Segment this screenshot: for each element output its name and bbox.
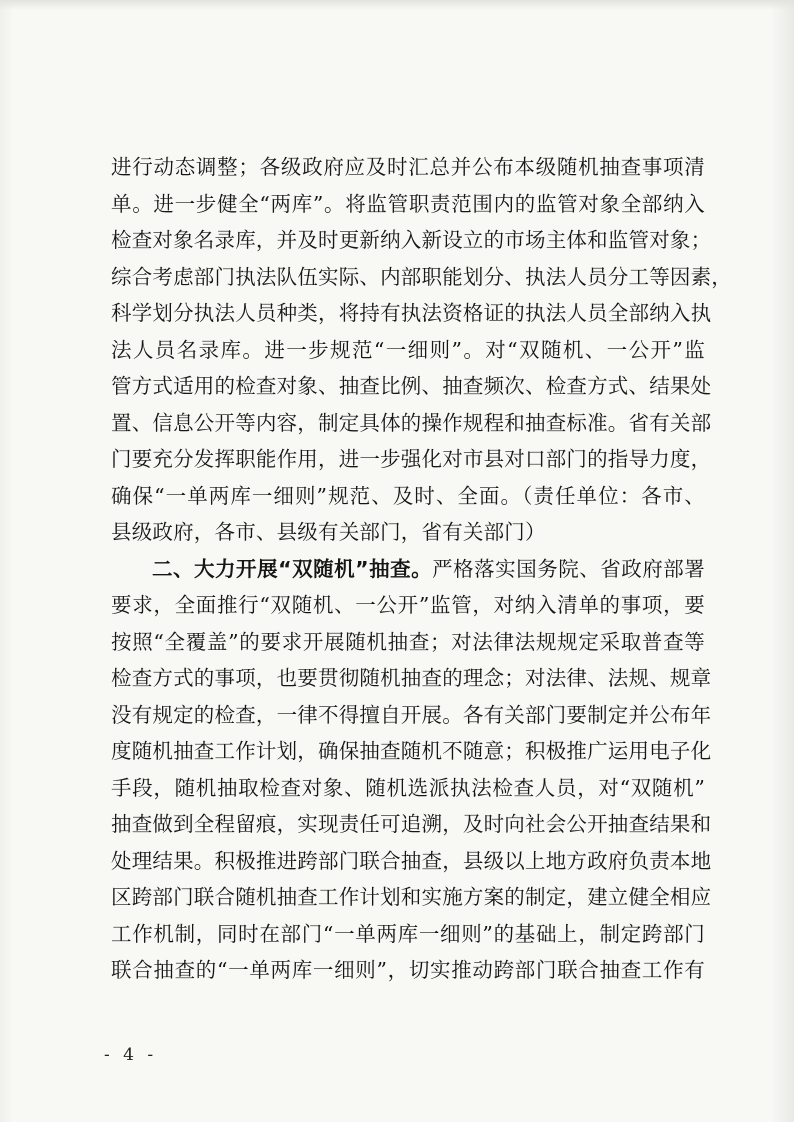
text-line: 处理结果。积极推进跨部门联合抽查，县级以上地方政府负责本地 [111, 848, 712, 873]
text-line: 单。进一步健全“两库”。将监管职责范围内的监管对象全部纳入 [111, 191, 705, 216]
section-heading-rest: 严格落实国务院、省政府部署 [432, 556, 705, 581]
text-line: 法人员名录库。进一步规范“一细则”。对“双随机、一公开”监 [111, 337, 705, 362]
text-line: 确保“一单两库一细则”规范、及时、全面。（责任单位：各市、 [111, 483, 705, 508]
text-line: 手段，随机抽取检查对象、随机选派执法检查人员，对“双随机” [111, 775, 705, 800]
text-line: 没有规定的检查，一律不得擅自开展。各有关部门要制定并公布年 [111, 702, 712, 727]
text-line: 度随机抽查工作计划，确保抽查随机不随意；积极推广运用电子化 [111, 739, 712, 763]
text-line: 县级政府，各市、县级有关部门，省有关部门） [111, 520, 546, 544]
text-line: 科学划分执法人员种类，将持有执法资格证的执法人员全部纳入执 [111, 301, 712, 325]
text-line: 检查对象名录库，并及时更新纳入新设立的市场主体和监管对象； [111, 228, 712, 252]
text-line: 置、信息公开等内容，制定具体的操作规程和抽查标准。省有关部 [111, 410, 712, 435]
text-line: 工作机制，同时在部门“一单两库一细则”的基础上，制定跨部门 [111, 921, 705, 946]
page-number: - 4 - [104, 1045, 158, 1065]
section-heading-line [111, 551, 705, 588]
text-line: 综合考虑部门执法队伍实际、内部职能划分、执法人员分工等因素， [111, 264, 732, 289]
text-line: 抽查做到全程留痕，实现责任可追溯，及时向社会公开抽查结果和 [111, 812, 712, 836]
text-line: 联合抽查的“一单两库一细则”，切实推动跨部门联合抽查工作有 [111, 958, 705, 982]
scan-edge-shadow [0, 0, 794, 10]
text-line: 进行动态调整；各级政府应及时汇总并公布本级随机抽查事项清 [111, 155, 705, 179]
text-line: 区跨部门联合随机抽查工作计划和实施方案的制定，建立健全相应 [111, 885, 712, 909]
text-line: 按照“全覆盖”的要求开展随机抽查；对法律法规规定采取普查等 [111, 629, 705, 654]
section-heading: 二、大力开展“双随机”抽查。 [152, 556, 433, 581]
text-line: 门要充分发挥职能作用，进一步强化对市县对口部门的指导力度， [111, 447, 712, 471]
text-line: 检查方式的事项，也要贯彻随机抽查的理念；对法律、法规、规章 [111, 666, 712, 690]
text-line: 要求，全面推行“双随机、一公开”监管，对纳入清单的事项，要 [111, 593, 705, 617]
body-text [111, 149, 732, 989]
text-line: 管方式适用的检查对象、抽查比例、抽查频次、检查方式、结果处 [111, 374, 712, 398]
